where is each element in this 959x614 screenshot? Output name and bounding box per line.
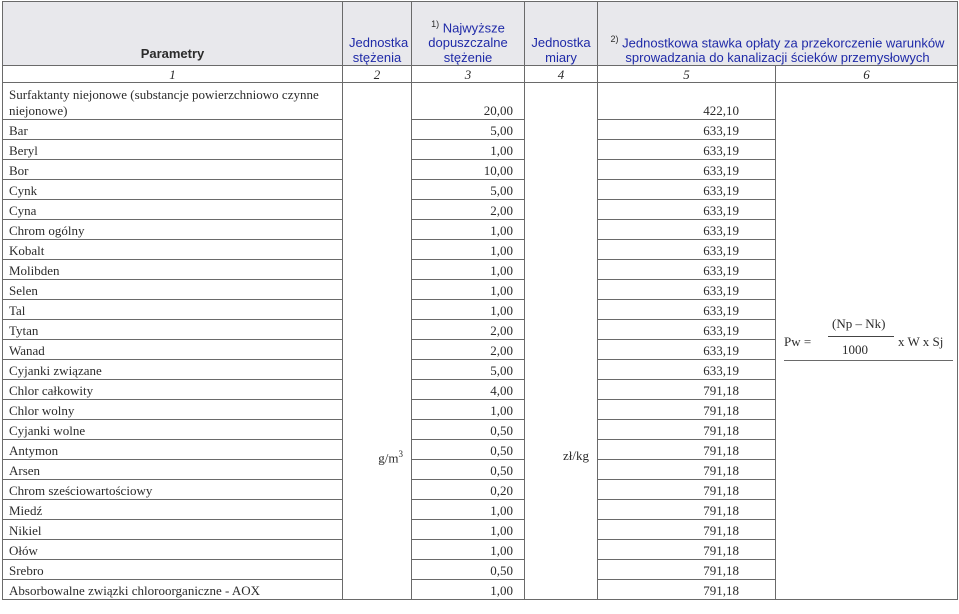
header-parametry: Parametry xyxy=(3,2,343,66)
max-concentration: 0,50 xyxy=(412,460,525,480)
max-concentration: 1,00 xyxy=(412,500,525,520)
fee-rate: 633,19 xyxy=(598,300,776,320)
parameter-name: Ołów xyxy=(3,540,343,560)
max-concentration: 1,00 xyxy=(412,240,525,260)
fee-rate: 633,19 xyxy=(598,220,776,240)
parameter-name: Cyna xyxy=(3,200,343,220)
parameter-name: Absorbowalne związki chloroorganiczne - AOX xyxy=(3,580,343,600)
max-concentration: 5,00 xyxy=(412,120,525,140)
fee-rate: 791,18 xyxy=(598,380,776,400)
col-number-2: 2 xyxy=(343,66,412,83)
fee-rate: 633,19 xyxy=(598,360,776,380)
fee-rate: 791,18 xyxy=(598,560,776,580)
col-number-4: 4 xyxy=(525,66,598,83)
parameter-name: Beryl xyxy=(3,140,343,160)
col-number-1: 1 xyxy=(3,66,343,83)
header-jednostka-stezenia: Jednostka stężenia xyxy=(343,2,412,66)
max-concentration: 1,00 xyxy=(412,520,525,540)
formula-rhs: x W x Sj xyxy=(898,334,944,349)
max-concentration: 5,00 xyxy=(412,360,525,380)
max-concentration: 0,50 xyxy=(412,420,525,440)
max-concentration: 1,00 xyxy=(412,580,525,600)
parameter-name: Antymon xyxy=(3,440,343,460)
fee-rate: 791,18 xyxy=(598,400,776,420)
max-concentration: 1,00 xyxy=(412,140,525,160)
parameter-name: Chlor wolny xyxy=(3,400,343,420)
fee-rate: 633,19 xyxy=(598,280,776,300)
header-stawka: $^{2)}$ Jednostkowa stawka opłaty za przekorczenie warunków sprowadzania do kanalizacji ścieków przemysłowych xyxy=(598,2,958,66)
max-concentration: 1,00 xyxy=(412,260,525,280)
fee-rate: 791,18 xyxy=(598,500,776,520)
fee-rate: 791,18 xyxy=(598,460,776,480)
formula-numerator: (Np – Nk) xyxy=(832,316,886,331)
parameter-name: Chrom ogólny xyxy=(3,220,343,240)
max-concentration: 0,20 xyxy=(412,480,525,500)
fee-table xyxy=(2,1,958,600)
parameter-name: Srebro xyxy=(3,560,343,580)
fee-rate: 791,18 xyxy=(598,480,776,500)
fee-rate: 633,19 xyxy=(598,240,776,260)
fee-formula xyxy=(776,83,958,600)
max-concentration: 2,00 xyxy=(412,340,525,360)
fee-rate: 633,19 xyxy=(598,160,776,180)
max-concentration: 5,00 xyxy=(412,180,525,200)
formula-denominator: 1000 xyxy=(842,342,868,357)
fee-rate: 633,19 xyxy=(598,180,776,200)
header-row xyxy=(3,2,958,66)
parameter-name: Chrom sześciowartościowy xyxy=(3,480,343,500)
col-number-3: 3 xyxy=(412,66,525,83)
max-concentration: 1,00 xyxy=(412,400,525,420)
col-number-5: 5 xyxy=(598,66,776,83)
fee-rate: 791,18 xyxy=(598,580,776,600)
measure-unit: zł/kg xyxy=(525,83,598,600)
fee-rate: 791,18 xyxy=(598,440,776,460)
parameter-name: Arsen xyxy=(3,460,343,480)
max-concentration: 0,50 xyxy=(412,560,525,580)
column-number-row xyxy=(3,66,958,83)
max-concentration: 20,00 xyxy=(412,83,525,120)
parameter-name: Selen xyxy=(3,280,343,300)
max-concentration: 1,00 xyxy=(412,280,525,300)
parameter-name: Cyjanki związane xyxy=(3,360,343,380)
parameter-name: Surfaktanty niejonowe (substancje powierzchniowo czynne niejonowe) xyxy=(3,83,343,120)
formula-lhs: Pw = xyxy=(784,334,812,349)
parameter-name: Tal xyxy=(3,300,343,320)
parameter-name: Nikiel xyxy=(3,520,343,540)
fee-rate: 633,19 xyxy=(598,260,776,280)
parameter-name: Cyjanki wolne xyxy=(3,420,343,440)
fee-rate: 633,19 xyxy=(598,340,776,360)
fee-rate: 791,18 xyxy=(598,520,776,540)
fee-rate: 633,19 xyxy=(598,200,776,220)
parameter-name: Kobalt xyxy=(3,240,343,260)
fee-rate: 633,19 xyxy=(598,320,776,340)
max-concentration: 10,00 xyxy=(412,160,525,180)
concentration-unit: $g/m^3$ xyxy=(343,83,412,600)
fee-rate: 791,18 xyxy=(598,540,776,560)
max-concentration: 1,00 xyxy=(412,220,525,240)
parameter-name: Bor xyxy=(3,160,343,180)
fee-rate: 791,18 xyxy=(598,420,776,440)
parameter-name: Miedź xyxy=(3,500,343,520)
parameter-name: Cynk xyxy=(3,180,343,200)
fee-rate: 633,19 xyxy=(598,140,776,160)
parameter-name: Chlor całkowity xyxy=(3,380,343,400)
col-number-6: 6 xyxy=(776,66,958,83)
parameter-name: Bar xyxy=(3,120,343,140)
max-concentration: 2,00 xyxy=(412,320,525,340)
footnote-1: 1) xyxy=(431,18,440,29)
max-concentration: 1,00 xyxy=(412,540,525,560)
parameter-name: Tytan xyxy=(3,320,343,340)
table-row xyxy=(3,83,958,120)
max-concentration: 1,00 xyxy=(412,300,525,320)
footnote-2: 2) xyxy=(610,33,619,44)
max-concentration: 2,00 xyxy=(412,200,525,220)
parameter-name: Wanad xyxy=(3,340,343,360)
header-jednostka-miary: Jednostka miary xyxy=(525,2,598,66)
max-concentration: 0,50 xyxy=(412,440,525,460)
max-concentration: 4,00 xyxy=(412,380,525,400)
header-max-stezenie: $^{1)}$ Najwyższe dopuszczalne stężenie xyxy=(412,2,525,66)
parameter-name: Molibden xyxy=(3,260,343,280)
fee-rate: 633,19 xyxy=(598,120,776,140)
fee-rate: 422,10 xyxy=(598,83,776,120)
